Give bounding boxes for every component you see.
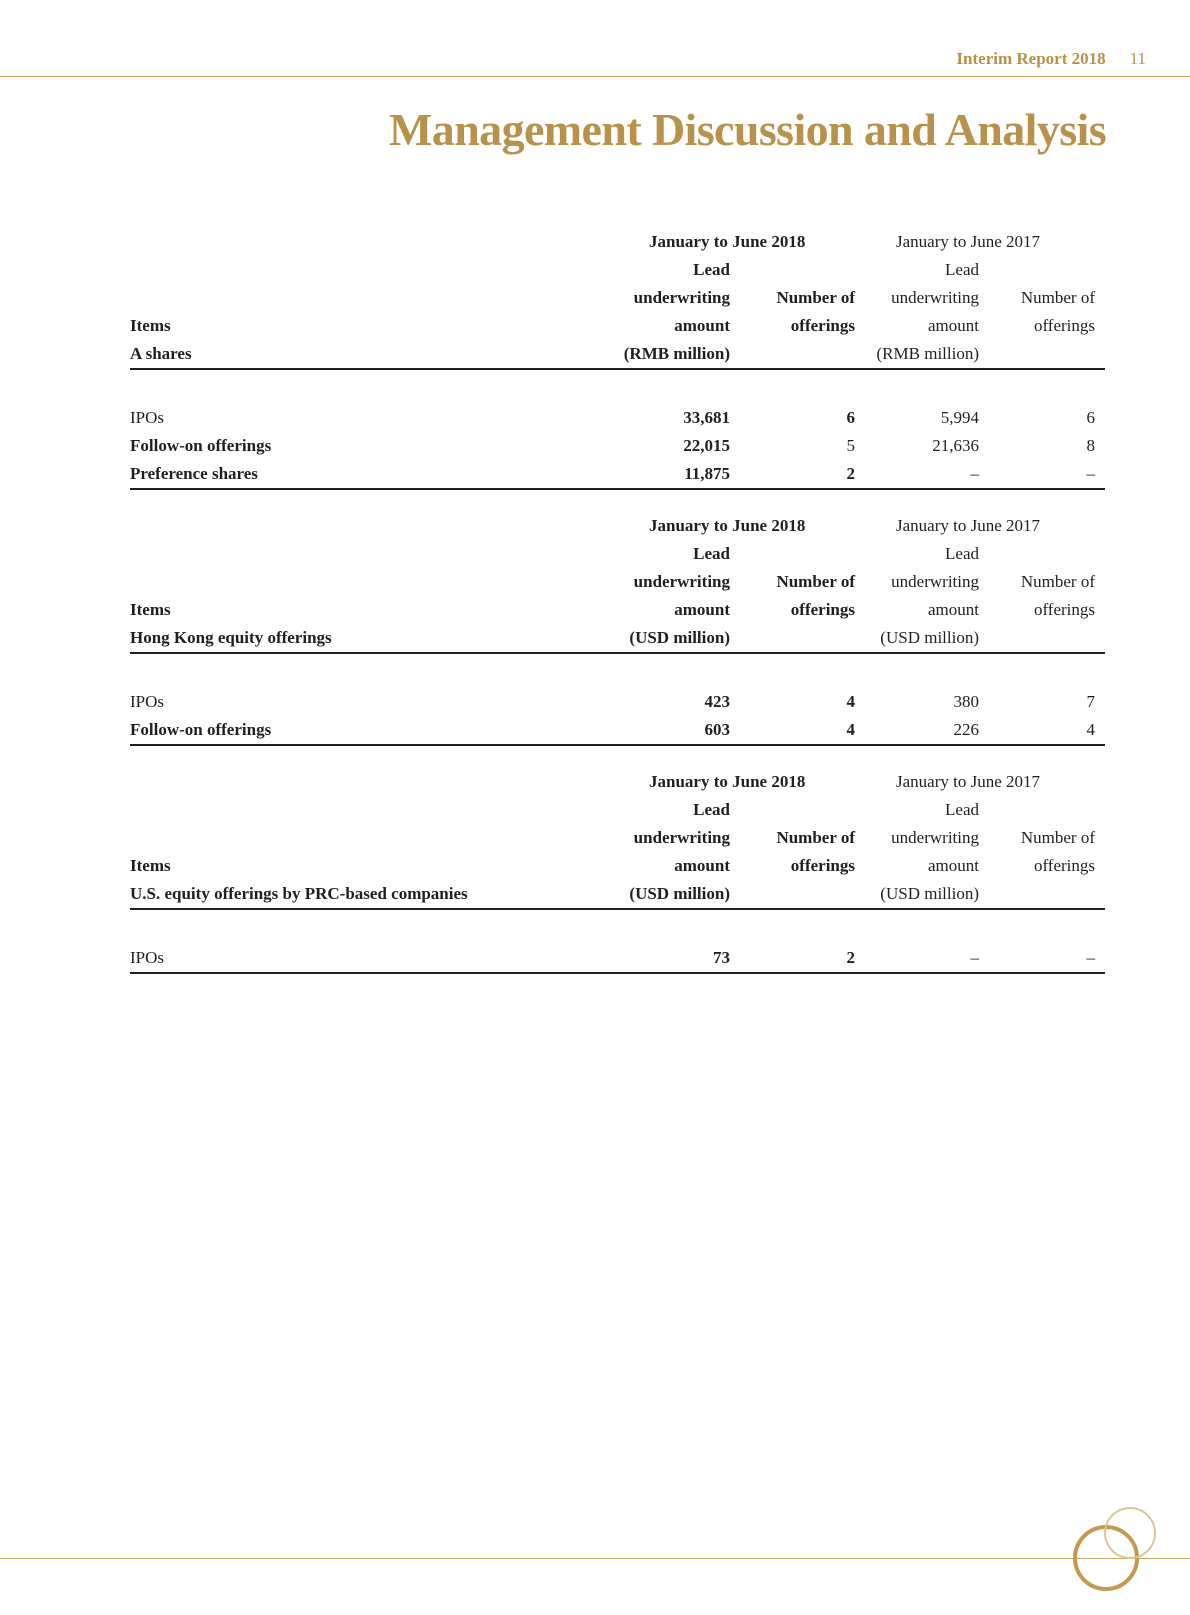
amount-2017: 380 — [953, 692, 979, 711]
header-row-amount — [130, 312, 1105, 340]
header-row-lead — [130, 256, 1105, 284]
number-of-label-2018: Number of — [776, 572, 855, 591]
unit-label-2017: (USD million) — [880, 884, 979, 903]
period-header-row — [130, 768, 1105, 796]
lead-label-2018: Lead — [693, 544, 730, 563]
amount-2017: – — [970, 948, 979, 967]
amount-label-2017: amount — [928, 600, 979, 619]
header-row-amount — [130, 596, 1105, 624]
number-of-label-2017: Number of — [1020, 828, 1095, 847]
period-header-row — [130, 512, 1105, 540]
decorative-rings-icon — [1066, 1504, 1166, 1594]
period-2017-label: January to June 2017 — [896, 232, 1041, 251]
running-header — [956, 49, 1146, 69]
offerings-label-2017: offerings — [1033, 600, 1095, 619]
count-2017: – — [1086, 948, 1095, 967]
lead-label-2018: Lead — [693, 800, 730, 819]
count-2017: 8 — [1086, 436, 1095, 455]
table-row — [130, 404, 1105, 432]
table-rule — [130, 972, 1105, 974]
header-row-underwriting — [130, 824, 1105, 852]
header-row-lead — [130, 796, 1105, 824]
count-2018: 4 — [846, 720, 855, 739]
offerings-label-2017: offerings — [1033, 856, 1095, 875]
unit-label-2018: (RMB million) — [623, 344, 730, 363]
count-2017: – — [1086, 464, 1095, 483]
period-2017-label: January to June 2017 — [896, 516, 1041, 535]
header-row-amount — [130, 852, 1105, 880]
table-row — [130, 432, 1105, 460]
table-rule — [130, 488, 1105, 490]
page-title: Management Discussion and Analysis — [388, 104, 1106, 155]
items-label: Items — [130, 316, 171, 335]
category-label: A shares — [130, 344, 192, 363]
amount-2017: 5,994 — [940, 408, 979, 427]
unit-label-2017: (RMB million) — [876, 344, 979, 363]
amount-2018: 423 — [704, 692, 730, 711]
count-2018: 5 — [846, 436, 855, 455]
amount-2017: – — [970, 464, 979, 483]
header-row-underwriting — [130, 568, 1105, 596]
unit-label-2018: (USD million) — [629, 884, 730, 903]
a-shares-table — [130, 228, 1105, 490]
category-label: Hong Kong equity offerings — [130, 628, 332, 647]
number-of-label-2017: Number of — [1020, 288, 1095, 307]
page-number: 11 — [1129, 49, 1146, 68]
offerings-label-2017: offerings — [1033, 316, 1095, 335]
period-2018-label: January to June 2018 — [649, 772, 806, 791]
number-of-label-2017: Number of — [1020, 572, 1095, 591]
header-row-underwriting — [130, 284, 1105, 312]
row-item: Follow-on offerings — [130, 436, 272, 455]
category-row — [130, 624, 1105, 652]
count-2018: 2 — [846, 464, 855, 483]
items-label: Items — [130, 856, 171, 875]
amount-2017: 226 — [953, 720, 979, 739]
amount-label-2017: amount — [928, 316, 979, 335]
count-2017: 7 — [1086, 692, 1095, 711]
amount-2018: 33,681 — [683, 408, 730, 427]
amount-2018: 73 — [713, 948, 730, 967]
period-2017-label: January to June 2017 — [896, 772, 1041, 791]
underwriting-label-2018: underwriting — [633, 572, 730, 591]
period-2018-label: January to June 2018 — [649, 232, 806, 251]
amount-2017: 21,636 — [932, 436, 979, 455]
count-2017: 6 — [1086, 408, 1095, 427]
table-row — [130, 460, 1105, 488]
underwriting-label-2017: underwriting — [891, 572, 979, 591]
period-header-row — [130, 228, 1105, 256]
unit-label-2017: (USD million) — [880, 628, 979, 647]
amount-2018: 11,875 — [684, 464, 730, 483]
offerings-label-2018: offerings — [790, 316, 855, 335]
category-row — [130, 340, 1105, 368]
header-divider — [0, 76, 1190, 77]
table-row — [130, 688, 1105, 716]
amount-label-2018: amount — [674, 316, 730, 335]
count-2018: 4 — [846, 692, 855, 711]
offerings-label-2018: offerings — [790, 600, 855, 619]
report-name: Interim Report 2018 — [956, 49, 1106, 68]
header-row-lead — [130, 540, 1105, 568]
lead-label-2017: Lead — [945, 260, 979, 279]
underwriting-label-2017: underwriting — [891, 288, 979, 307]
number-of-label-2018: Number of — [776, 828, 855, 847]
row-item: IPOs — [130, 692, 165, 711]
category-label: U.S. equity offerings by PRC-based companies — [130, 884, 468, 903]
row-item: Preference shares — [130, 464, 258, 483]
number-of-label-2018: Number of — [776, 288, 855, 307]
count-2018: 2 — [846, 948, 855, 967]
row-item: IPOs — [130, 408, 165, 427]
items-label: Items — [130, 600, 171, 619]
underwriting-label-2018: underwriting — [633, 828, 730, 847]
period-2018-label: January to June 2018 — [649, 516, 806, 535]
row-item: Follow-on offerings — [130, 720, 272, 739]
hong-kong-equity-table — [130, 512, 1105, 746]
category-row — [130, 880, 1105, 908]
table-row — [130, 944, 1105, 972]
lead-label-2017: Lead — [945, 800, 979, 819]
amount-label-2017: amount — [928, 856, 979, 875]
amount-label-2018: amount — [674, 600, 730, 619]
underwriting-label-2018: underwriting — [633, 288, 730, 307]
lead-label-2018: Lead — [693, 260, 730, 279]
amount-2018: 603 — [704, 720, 730, 739]
us-equity-table — [130, 768, 1105, 974]
amount-2018: 22,015 — [683, 436, 730, 455]
table-rule — [130, 744, 1105, 746]
count-2018: 6 — [846, 408, 855, 427]
amount-label-2018: amount — [674, 856, 730, 875]
count-2017: 4 — [1086, 720, 1095, 739]
unit-label-2018: (USD million) — [629, 628, 730, 647]
underwriting-label-2017: underwriting — [891, 828, 979, 847]
lead-label-2017: Lead — [945, 544, 979, 563]
table-row — [130, 716, 1105, 744]
footer-divider — [0, 1558, 1190, 1559]
row-item: IPOs — [130, 948, 165, 967]
offerings-label-2018: offerings — [790, 856, 855, 875]
